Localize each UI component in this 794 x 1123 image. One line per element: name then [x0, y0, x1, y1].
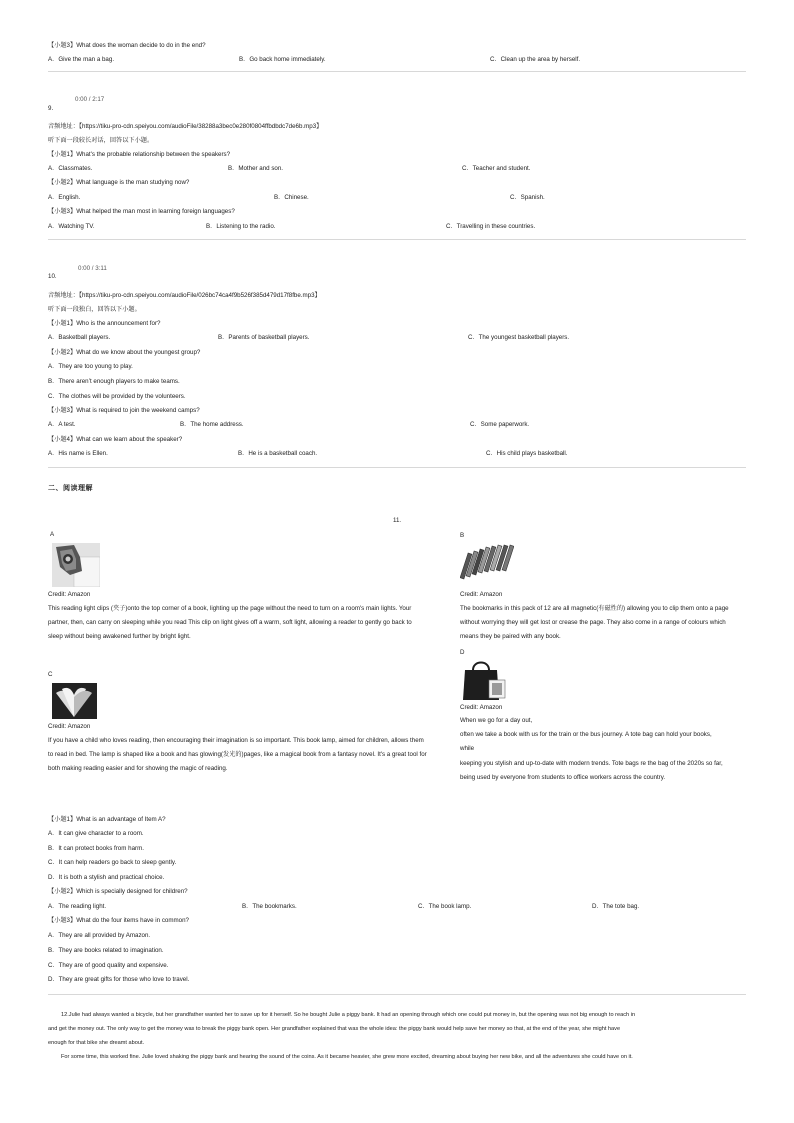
- question-text: 【小题3】What is required to join the weekend camps?: [48, 407, 200, 414]
- option-b: B．There aren’t enough players to make teams.: [48, 378, 180, 385]
- item-c-line: If you have a child who loves reading, then encouraging their imagination is so important. This book lamp, aimed for children, allows them: [48, 737, 424, 744]
- question-text: 【小题2】What do we know about the youngest group?: [48, 349, 201, 356]
- option-c: C．Teacher and student.: [462, 165, 531, 172]
- item-d-line: while: [460, 745, 475, 752]
- option-c: C．The clothes will be provided by the volunteers.: [48, 393, 186, 400]
- option-a: A．The reading light.: [48, 903, 107, 910]
- item-a-line: sleep without being awakened further by bright light.: [48, 633, 191, 640]
- option-c: C．The book lamp.: [418, 903, 472, 910]
- option-d: D．It is both a stylish and practical choice.: [48, 874, 165, 881]
- divider: [48, 71, 746, 72]
- item-letter: C: [48, 671, 53, 678]
- question-number: 10.: [48, 273, 57, 280]
- item-letter: B: [460, 532, 465, 539]
- item-b-line: without worrying they will get lost or crease the page. They also come in a range of colours which: [460, 619, 726, 626]
- question-text: 【小题3】What does the woman decide to do in the end?: [48, 42, 206, 49]
- passage-line: enough for that bike she dreamt about.: [48, 1040, 145, 1046]
- option-a: A．A test.: [48, 421, 76, 428]
- bookmarks-image: [460, 543, 514, 583]
- option-a: A．Basketball players.: [48, 334, 111, 341]
- passage-line: For some time, this worked fine. Julie loved shaking the piggy bank and hearing the sound of the coins. As it became heavier, she grew more excited, dreaming about buying her new bike, and all the adventures she could have on it.: [61, 1054, 633, 1060]
- option-a: A．Watching TV.: [48, 223, 95, 230]
- option-d: D．They are great gifts for those who love to travel.: [48, 976, 190, 983]
- item-letter: A: [50, 531, 55, 538]
- option-b: B．Go back home immediately.: [239, 56, 326, 63]
- item-a-line: partner, then, can carry on sleeping while you read This clip on light gives off a warm, soft light, allowing a reader to gently go back to: [48, 619, 412, 626]
- option-b: B．He is a basketball coach.: [238, 450, 318, 457]
- image-credit: Credit: Amazon: [48, 723, 91, 730]
- option-b: B．They are books related to imagination.: [48, 947, 164, 954]
- image-credit: Credit: Amazon: [460, 704, 503, 711]
- question-text: 【小题1】What is an advantage of Item A?: [48, 816, 166, 823]
- option-c: C．They are of good quality and expensive.: [48, 962, 169, 969]
- option-d: D．The tote bag.: [592, 903, 640, 910]
- option-b: B．Parents of basketball players.: [218, 334, 310, 341]
- option-a: A．They are too young to play.: [48, 363, 133, 370]
- divider: [48, 239, 746, 240]
- question-number: 9.: [48, 105, 54, 112]
- question-text: 【小题4】What can we learn about the speaker?: [48, 436, 183, 443]
- item-d-line: being used by everyone from students to office workers across the country.: [460, 774, 666, 781]
- tote-bag-image: [461, 660, 507, 700]
- section-title: 二、阅读理解: [48, 485, 93, 492]
- item-b-line: The bookmarks in this pack of 12 are all magnetic(有磁性的) allowing you to clip them onto a page: [460, 605, 729, 612]
- option-c: C．Clean up the area by herself.: [490, 56, 581, 63]
- option-c: C．Travelling in these countries.: [446, 223, 536, 230]
- audio-url[interactable]: 音频地址：【https://tiku-pro-cdn.speiyou.com/audioFile/026bc74ca4f9b526f385d479d17f8fbe.mp3】: [48, 292, 321, 299]
- option-c: C．Some paperwork.: [470, 421, 530, 428]
- item-letter: D: [460, 649, 465, 656]
- option-c: C．His child plays basketball.: [486, 450, 568, 457]
- option-c: C．Spanish.: [510, 194, 545, 201]
- option-a: A．It can give character to a room.: [48, 830, 144, 837]
- divider: [48, 994, 746, 995]
- divider: [48, 467, 746, 468]
- option-a: A．His name is Ellen.: [48, 450, 108, 457]
- passage-line: 12.Julie had always wanted a bicycle, but her grandfather wanted her to save up for it herself. So he bought Julie a piggy bank. It had an opening through which one could put money in, but the opening was not big enough to reach in: [61, 1012, 636, 1018]
- item-c-line: both making reading easier and for showing the magic of reading.: [48, 765, 228, 772]
- question-text: 【小题3】What do the four items have in common?: [48, 917, 189, 924]
- reading-light-image: [52, 543, 100, 587]
- audio-player-time[interactable]: 0:00 / 3:11: [78, 265, 107, 272]
- item-b-line: means they be paired with any book.: [460, 633, 561, 640]
- option-a: A．Classmates.: [48, 165, 93, 172]
- option-b: B．Listening to the radio.: [206, 223, 276, 230]
- item-a-line: This reading light clips (夹子)onto the top corner of a book, lighting up the page without the need to turn on a room's main lights. Your: [48, 605, 412, 612]
- item-d-line: When we go for a day out,: [460, 717, 533, 724]
- option-b: B．Chinese.: [274, 194, 309, 201]
- question-number: 11.: [393, 517, 402, 524]
- question-text: 【小题2】What language is the man studying now?: [48, 179, 190, 186]
- option-b: B．The bookmarks.: [242, 903, 297, 910]
- question-text: 【小题1】What's the probable relationship between the speakers?: [48, 151, 231, 158]
- item-d-line: keeping you stylish and up-to-date with modern trends. Tote bags re the bag of the 2020s so far,: [460, 760, 723, 767]
- image-credit: Credit: Amazon: [48, 591, 91, 598]
- passage-line: and get the money out. The only way to get the money was to break the piggy bank open. Her grandfather explained that was the whole idea: the piggy bank would help save her money so that, at the end of the year, she might have: [48, 1026, 621, 1032]
- option-a: A．Give the man a bag.: [48, 56, 115, 63]
- option-a: A．English.: [48, 194, 81, 201]
- instruction: 听下面一段较长对话，回答以下小题。: [48, 137, 154, 144]
- option-b: B．The home address.: [180, 421, 244, 428]
- image-credit: Credit: Amazon: [460, 591, 503, 598]
- question-text: 【小题1】Who is the announcement for?: [48, 320, 161, 327]
- book-lamp-image: [52, 683, 97, 719]
- audio-player-time[interactable]: 0:00 / 2:17: [75, 96, 105, 103]
- question-text: 【小题2】Which is specially designed for children?: [48, 888, 188, 895]
- item-d-line: often we take a book with us for the train or the bus journey. A tote bag can hold your books,: [460, 731, 712, 738]
- option-b: B．Mother and son.: [228, 165, 284, 172]
- option-a: A．They are all provided by Amazon.: [48, 932, 151, 939]
- option-b: B．It can protect books from harm.: [48, 845, 144, 852]
- question-text: 【小题3】What helped the man most in learning foreign languages?: [48, 208, 235, 215]
- option-c: C．The youngest basketball players.: [468, 334, 570, 341]
- instruction: 听下面一段独白，回答以下小题。: [48, 306, 141, 313]
- item-c-line: to read in bed. The lamp is shaped like a book and has glowing(发光的)pages, like a magical book from a fantasy novel. It's a great tool for: [48, 751, 427, 758]
- audio-url[interactable]: 音频地址：【https://tiku-pro-cdn.speiyou.com/audioFile/38288a3bec0e280f0804ffbdbdc7de6b.mp3】: [48, 123, 323, 130]
- option-c: C．It can help readers go back to sleep gently.: [48, 859, 177, 866]
